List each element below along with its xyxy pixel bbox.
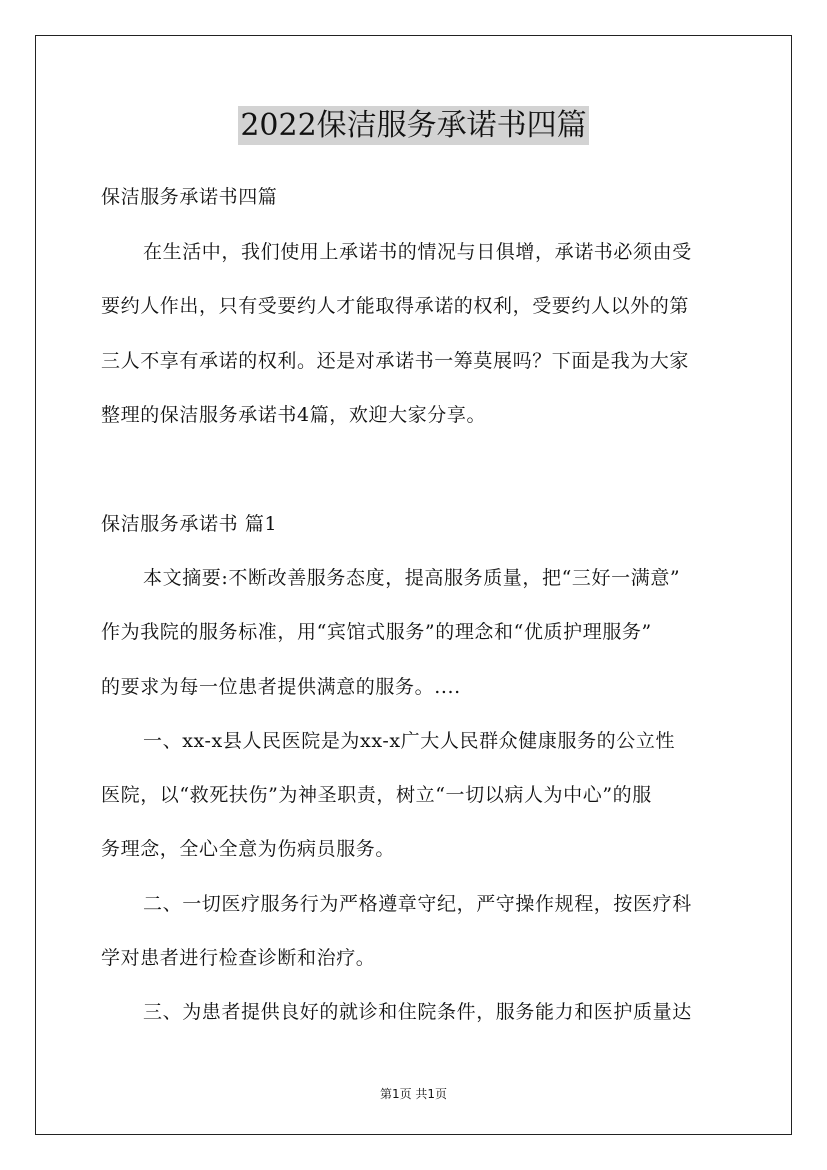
intro-line: 三人不享有承诺的权利。还是对承诺书一筹莫展吗？下面是我为大家 — [101, 350, 690, 372]
subtitle: 保洁服务承诺书四篇 — [101, 186, 278, 208]
abstract-line: 本文摘要:不断改善服务态度，提高服务质量，把“三好一满意” — [143, 567, 681, 589]
item-line: 学对患者进行检查诊断和治疗。 — [101, 947, 376, 969]
page-footer: 第1页 共1页 — [379, 1087, 448, 1101]
item-line: 医院，以“救死扶伤”为神圣职责，树立“一切以病人为中心”的服 — [101, 784, 652, 806]
intro-line: 要约人作出，只有受要约人才能取得承诺的权利，受要约人以外的第 — [101, 295, 690, 317]
title-text: 2022保洁服务承诺书四篇 — [240, 108, 587, 143]
item-line: 三、为患者提供良好的就诊和住院条件，服务能力和医护质量达 — [143, 1001, 692, 1023]
abstract-line: 作为我院的服务标准，用“宾馆式服务”的理念和“优质护理服务” — [101, 621, 652, 643]
item-line: 二、一切医疗服务行为严格遵章守纪，严守操作规程，按医疗科 — [143, 893, 692, 915]
section-heading: 保洁服务承诺书 篇1 — [101, 513, 278, 535]
intro-line: 在生活中，我们使用上承诺书的情况与日俱增，承诺书必须由受 — [143, 241, 692, 263]
item-line: 务理念，全心全意为伤病员服务。 — [101, 838, 396, 860]
intro-line: 整理的保洁服务承诺书4篇，欢迎大家分享。 — [101, 404, 487, 426]
document-title — [0, 100, 827, 144]
abstract-line: 的要求为每一位患者提供满意的服务。.... — [101, 676, 461, 698]
item-line: 一、xx-x县人民医院是为xx-x广大人民群众健康服务的公立性 — [143, 730, 676, 752]
